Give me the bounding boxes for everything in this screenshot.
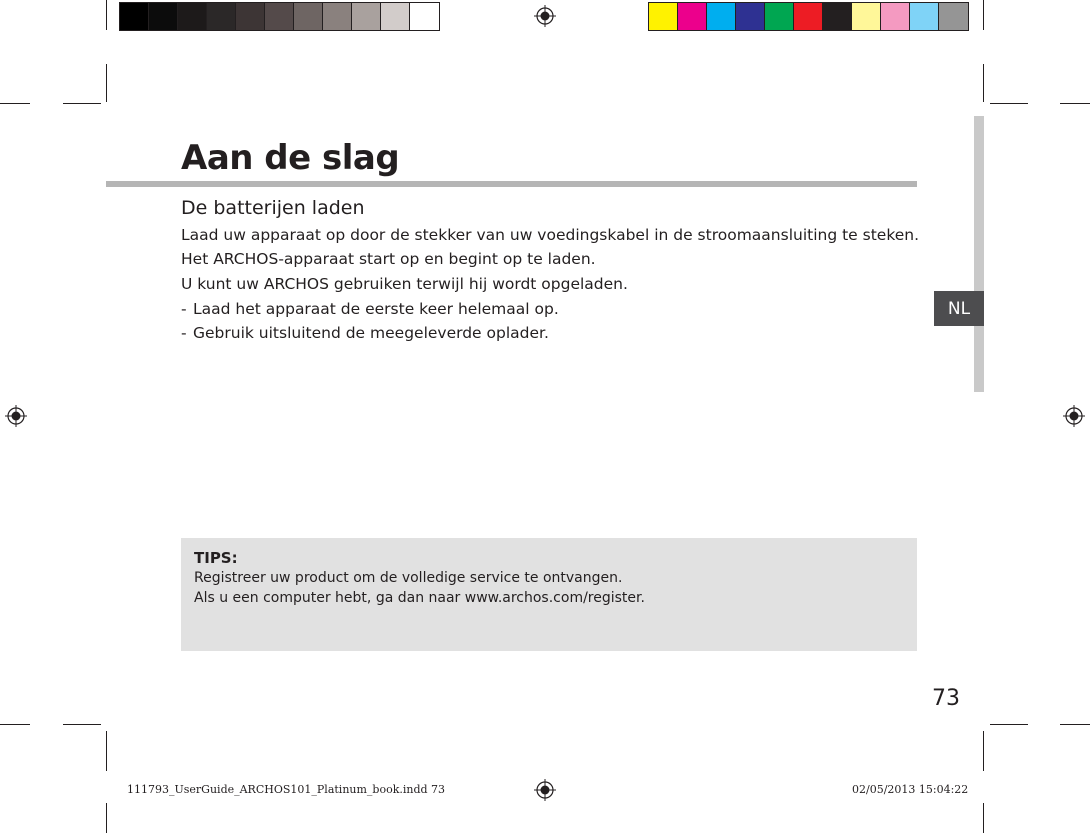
grayscale-color-bar xyxy=(119,2,440,31)
side-bar xyxy=(974,116,984,392)
tips-title: TIPS: xyxy=(194,549,238,567)
color-swatch xyxy=(910,3,939,30)
crop-mark xyxy=(0,724,30,725)
crop-mark xyxy=(63,724,101,725)
footer-filename: 111793_UserGuide_ARCHOS101_Platinum_book.indd 73 xyxy=(127,783,446,796)
section-heading: De batterijen laden xyxy=(181,197,365,219)
crop-mark xyxy=(983,803,984,833)
color-swatch xyxy=(265,3,294,30)
crop-mark xyxy=(983,0,984,30)
bullet-text: Gebruik uitsluitend de meegeleverde oplader. xyxy=(193,324,549,342)
color-swatch xyxy=(794,3,823,30)
registration-mark-icon xyxy=(5,405,27,427)
crop-mark xyxy=(983,64,984,102)
color-swatch xyxy=(178,3,207,30)
crop-mark xyxy=(106,803,107,833)
body-line: Laad uw apparaat op door de stekker van uw voedingskabel in de stroomaansluiting te steken. xyxy=(181,226,920,244)
crop-mark xyxy=(1060,103,1090,104)
footer-timestamp: 02/05/2013 15:04:22 xyxy=(852,783,969,796)
tips-box xyxy=(181,538,917,651)
bullet-item xyxy=(181,297,559,321)
crop-mark xyxy=(0,103,30,104)
color-swatch xyxy=(149,3,178,30)
color-swatch xyxy=(323,3,352,30)
crop-mark xyxy=(106,0,107,30)
color-swatch xyxy=(120,3,149,30)
registration-mark-icon xyxy=(534,5,556,27)
crop-mark xyxy=(1060,724,1090,725)
color-swatch xyxy=(707,3,736,30)
process-color-bar xyxy=(648,2,969,31)
bullet-marker: - xyxy=(181,300,187,318)
bullet-item xyxy=(181,321,549,345)
title-rule xyxy=(106,181,917,187)
color-swatch xyxy=(939,3,968,30)
body-line: Het ARCHOS-apparaat start op en begint op te laden. xyxy=(181,250,596,268)
color-swatch xyxy=(410,3,439,30)
color-swatch xyxy=(765,3,794,30)
tips-line: Als u een computer hebt, ga dan naar www.archos.com/register. xyxy=(194,590,645,606)
color-swatch xyxy=(294,3,323,30)
language-tab: NL xyxy=(934,291,984,326)
crop-mark xyxy=(990,103,1028,104)
page-title: Aan de slag xyxy=(181,138,400,178)
color-swatch xyxy=(649,3,678,30)
crop-mark xyxy=(983,731,984,771)
bullet-marker: - xyxy=(181,324,187,342)
crop-mark xyxy=(990,724,1028,725)
color-swatch xyxy=(207,3,236,30)
body-line: U kunt uw ARCHOS gebruiken terwijl hij wordt opgeladen. xyxy=(181,275,628,293)
color-swatch xyxy=(381,3,410,30)
crop-mark xyxy=(106,64,107,102)
bullet-text: Laad het apparaat de eerste keer helemaal op. xyxy=(193,300,559,318)
color-swatch xyxy=(736,3,765,30)
color-swatch xyxy=(852,3,881,30)
color-swatch xyxy=(352,3,381,30)
registration-mark-icon xyxy=(534,779,556,801)
page-number: 73 xyxy=(932,686,960,711)
color-swatch xyxy=(678,3,707,30)
crop-mark xyxy=(63,103,101,104)
color-swatch xyxy=(236,3,265,30)
registration-mark-icon xyxy=(1063,405,1085,427)
tips-line: Registreer uw product om de volledige service te ontvangen. xyxy=(194,570,623,586)
color-swatch xyxy=(823,3,852,30)
color-swatch xyxy=(881,3,910,30)
crop-mark xyxy=(106,731,107,771)
